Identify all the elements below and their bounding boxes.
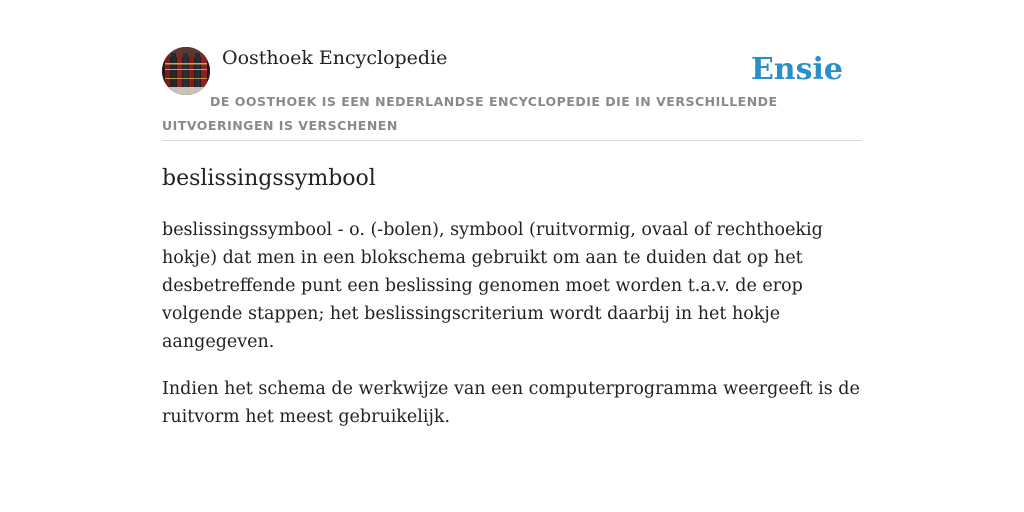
- source-header: [162, 46, 862, 141]
- source-name[interactable]: Oosthoek Encyclopedie: [222, 47, 448, 69]
- article-title: beslissingssymbool: [162, 166, 376, 191]
- ensie-logo[interactable]: Ensie: [750, 52, 843, 87]
- bookshelf-avatar-icon[interactable]: [162, 47, 210, 95]
- source-description: DE OOSTHOEK IS EEN NEDERLANDSE ENCYCLOPEDIE DIE IN VERSCHILLENDE UITVOERINGEN IS VERSCHENEN: [162, 94, 778, 133]
- article: [162, 162, 862, 431]
- article-paragraph: Indien het schema de werkwijze van een computerprogramma weergeeft is de ruitvorm het meest gebruikelijk.: [162, 379, 860, 427]
- article-paragraph: beslissingssymbool - o. (-bolen), symbool (ruitvormig, ovaal of rechthoekig hokje) dat men in een blokschema gebruikt om aan te duiden dat op het desbetreffende punt een beslissing genomen moet worden t.a.v. de erop volgende stappen; het beslissingscriterium wordt daarbij in het hokje aangegeven.: [162, 220, 823, 352]
